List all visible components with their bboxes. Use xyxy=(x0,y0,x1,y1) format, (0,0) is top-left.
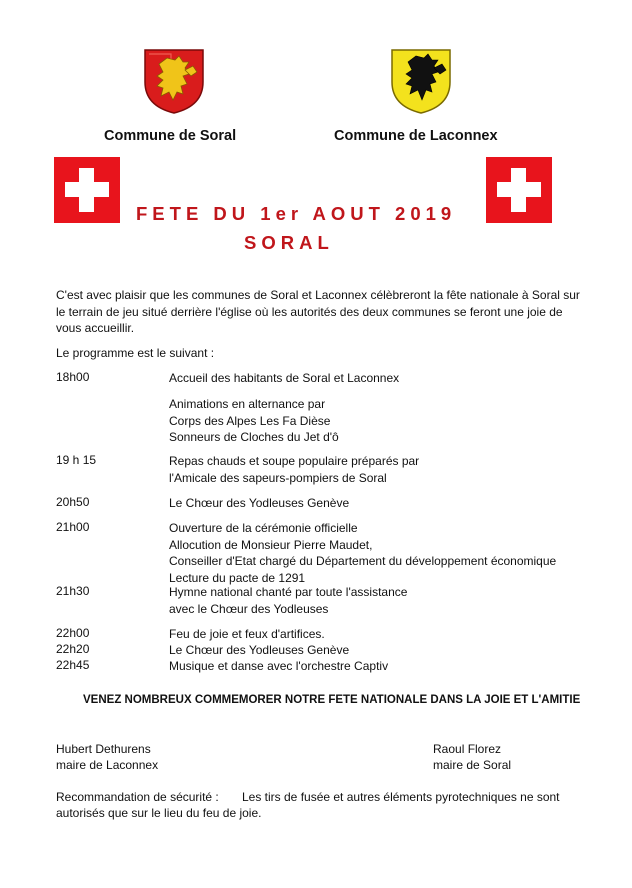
event-line: Hymne national chanté par toute l'assistance xyxy=(169,585,408,599)
event-line: Sonneurs de Cloches du Jet d'ô xyxy=(169,430,339,444)
event-line: Le Chœur des Yodleuses Genève xyxy=(169,643,350,657)
program-time: 18h00 xyxy=(56,370,90,384)
event-title: FETE DU 1er AOUT 2019 xyxy=(136,203,457,224)
program-time: 19 h 15 xyxy=(56,453,97,467)
safety-text-continued: autorisés que sur le lieu du feu de joie. xyxy=(56,806,262,820)
program-time: 22h00 xyxy=(56,626,90,640)
program-event xyxy=(169,370,399,387)
program-event xyxy=(169,584,407,617)
event-line: Animations en alternance par xyxy=(169,397,326,411)
program-event xyxy=(169,520,556,586)
program-event xyxy=(169,453,419,486)
program-time: 22h20 xyxy=(56,642,90,656)
left-commune-name: Commune de Soral xyxy=(104,128,237,144)
event-line: Musique et danse avec l'orchestre Captiv xyxy=(169,659,389,673)
left-signature-name: Hubert Dethurens xyxy=(56,742,151,756)
swiss-flag-right xyxy=(486,157,552,223)
swiss-flag-left xyxy=(54,157,120,223)
soral-shield-icon xyxy=(141,46,207,116)
program-event xyxy=(169,495,349,512)
event-line: Repas chauds et soupe populaire préparés par xyxy=(169,454,420,468)
intro-paragraph: C'est avec plaisir que les communes de Soral et Laconnex célèbreront la fête nationale à Soral sur le terrain de jeu situé derrière l'église où les autorités des deux communes se feront une joie de vous accueillir. xyxy=(56,288,580,335)
program-time: 20h50 xyxy=(56,495,90,509)
program-time: 22h45 xyxy=(56,658,90,672)
right-signature-title: maire de Soral xyxy=(433,758,512,772)
laconnex-shield-icon xyxy=(388,46,454,116)
event-line: Lecture du pacte de 1291 xyxy=(169,570,306,585)
program-event xyxy=(169,396,339,446)
event-line: Feu de joie et feux d'artifices. xyxy=(169,627,325,641)
safety-label: Recommandation de sécurité : xyxy=(56,790,219,804)
event-line: Le Chœur des Yodleuses Genève xyxy=(169,496,350,510)
program-time: 21h30 xyxy=(56,584,90,598)
event-line: Conseiller d'Etat chargé du Département du développement économique xyxy=(169,554,557,568)
soral-coat-of-arms xyxy=(141,46,207,116)
program-intro: Le programme est le suivant : xyxy=(56,346,215,360)
program-event xyxy=(169,626,325,643)
left-signature-title: maire de Laconnex xyxy=(56,758,159,772)
event-line: l'Amicale des sapeurs-pompiers de Soral xyxy=(169,470,387,485)
event-line: Allocution de Monsieur Pierre Maudet, xyxy=(169,537,373,552)
program-time: 21h00 xyxy=(56,520,90,534)
safety-text: Les tirs de fusée et autres éléments pyrotechniques ne sont xyxy=(242,790,560,804)
event-location: SORAL xyxy=(244,232,334,253)
event-line: Corps des Alpes Les Fa Dièse xyxy=(169,413,331,428)
right-commune-name: Commune de Laconnex xyxy=(334,128,498,144)
right-signature-name: Raoul Florez xyxy=(433,742,502,756)
event-line: Ouverture de la cérémonie officielle xyxy=(169,521,358,535)
laconnex-coat-of-arms xyxy=(388,46,454,116)
program-event xyxy=(169,642,349,659)
event-line: Accueil des habitants de Soral et Laconnex xyxy=(169,371,400,385)
program-event xyxy=(169,658,388,675)
event-line: avec le Chœur des Yodleuses xyxy=(169,601,329,616)
closing-slogan: VENEZ NOMBREUX COMMEMORER NOTRE FETE NATIONALE DANS LA JOIE ET L'AMITIE xyxy=(83,694,581,706)
